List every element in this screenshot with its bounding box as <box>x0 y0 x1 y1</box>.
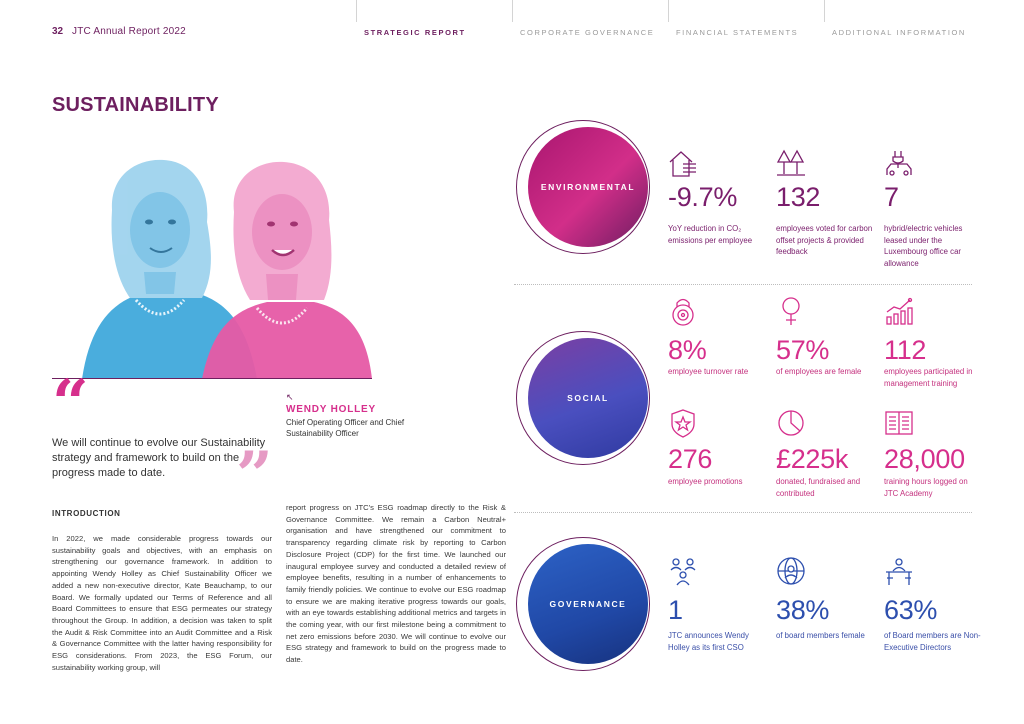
badge-star-icon <box>668 408 698 438</box>
nav-divider <box>356 0 357 22</box>
governance-badge: GOVERNANCE <box>528 544 648 664</box>
intro-column-1: In 2022, we made considerable progress towards our sustainability goals and objectives, with an emphasis on strengthening our governance framework. In addition to appointing Wendy Holley as Chief Sustainability Officer we added a new non-executive director, Kate Beauchamp, to our Board. We formally updated our Terms of Reference and all Board Committees to ensure that ESG permeates our strategy throughout the Group. In addition, a decision was taken to split the Audit & Risk Committee into an Audit Committee and a Risk & Governance Committee with the latter having responsibility for ESG considerations. From 2023, the ESG Forum, our sustainability working group, will <box>52 534 272 672</box>
stat-label: employee turnover rate <box>668 367 749 376</box>
people-icon <box>668 556 698 586</box>
stat-label: of Board members are Non-Executive Directors <box>884 631 981 652</box>
nav-additional-information[interactable]: ADDITIONAL INFORMATION <box>832 28 966 37</box>
globe-person-icon <box>776 556 806 586</box>
portrait-right <box>202 162 372 379</box>
quote-close-mark: ” <box>236 438 273 513</box>
stat-label: employees voted for carbon offset projects & provided feedback <box>776 224 873 256</box>
section-divider <box>514 284 972 285</box>
nav-strategic-report[interactable]: STRATEGIC REPORT <box>364 28 466 37</box>
nav-financial-statements[interactable]: FINANCIAL STATEMENTS <box>676 28 799 37</box>
stat-value: £225k <box>776 444 849 474</box>
portrait-baseline <box>52 378 372 379</box>
pointer-icon: ↖ <box>286 392 294 402</box>
stat-value: 63% <box>884 595 938 625</box>
stat-value: -9.7% <box>668 182 738 212</box>
social-badge: SOCIAL <box>528 338 648 458</box>
desk-person-icon <box>884 556 914 586</box>
page-title: SUSTAINABILITY <box>52 94 219 116</box>
page-number: 32 <box>52 26 64 37</box>
nav-divider <box>824 0 825 22</box>
growth-chart-icon <box>884 296 914 326</box>
ev-car-icon <box>884 148 914 178</box>
stat-label: donated, fundraised and contributed <box>776 477 861 498</box>
building-icon <box>668 148 698 178</box>
stat-value: 1 <box>668 595 683 625</box>
stat-label: of board members female <box>776 631 865 640</box>
stat-value: 28,000 <box>884 444 965 474</box>
book-icon <box>884 408 914 438</box>
stat-label: employee promotions <box>668 477 743 486</box>
stat-value: 38% <box>776 595 830 625</box>
quote-open-mark: “ <box>52 366 89 441</box>
pull-quote: We will continue to evolve our Sustainability strategy and framework to build on the progress made to date. <box>52 437 266 479</box>
stat-label: of employees are female <box>776 367 862 376</box>
nav-corporate-governance[interactable]: CORPORATE GOVERNANCE <box>520 28 655 37</box>
stat-value: 132 <box>776 182 821 212</box>
lock-target-icon <box>668 296 698 326</box>
stat-label: YoY reduction in CO₂ emissions per employee <box>668 224 753 245</box>
stat-label: hybrid/electric vehicles leased under the Luxembourg office car allowance <box>884 224 963 268</box>
stat-value: 7 <box>884 182 899 212</box>
intro-column-2: report progress on JTC’s ESG roadmap directly to the Risk & Governance Committee. We remain a Carbon Neutral+ organisation and have strengthened our commitment to transparency regarding climate risk by reporting to Carbon Disclosure Project (CDP) for the first time. We launched our inaugural employee survey and conducted a detailed review of employee benefits, resulting in a number of enhancements to family friendly policies. We continue to evolve our ESG roadmap to ensure we are making iterative progress towards our goals, with an eye towards establishing additional metrics and targets in the coming year, with our first milestone being a commitment to net zero emissions before 2030. We will continue to evolve our ESG strategy and framework to build on the progress made to date. <box>286 503 506 665</box>
portraits-illustration <box>52 150 372 379</box>
stat-label: employees participated in management training <box>884 367 973 388</box>
person-role: Chief Operating Officer and Chief Sustainability Officer <box>286 418 405 438</box>
female-icon <box>776 296 806 326</box>
nav-divider <box>668 0 669 22</box>
stat-value: 57% <box>776 335 830 365</box>
stat-label: training hours logged on JTC Academy <box>884 477 968 498</box>
person-name: WENDY HOLLEY <box>286 404 376 415</box>
pie-icon <box>776 408 806 438</box>
report-title: JTC Annual Report 2022 <box>72 26 186 37</box>
nav-divider <box>512 0 513 22</box>
section-divider <box>514 512 972 513</box>
stat-value: 8% <box>668 335 707 365</box>
environmental-badge: ENVIRONMENTAL <box>528 127 648 247</box>
trees-icon <box>776 148 806 178</box>
stat-value: 276 <box>668 444 713 474</box>
stat-value: 112 <box>884 335 927 365</box>
intro-heading: INTRODUCTION <box>52 509 121 518</box>
stat-label: JTC announces Wendy Holley as its first CSO <box>668 631 749 652</box>
